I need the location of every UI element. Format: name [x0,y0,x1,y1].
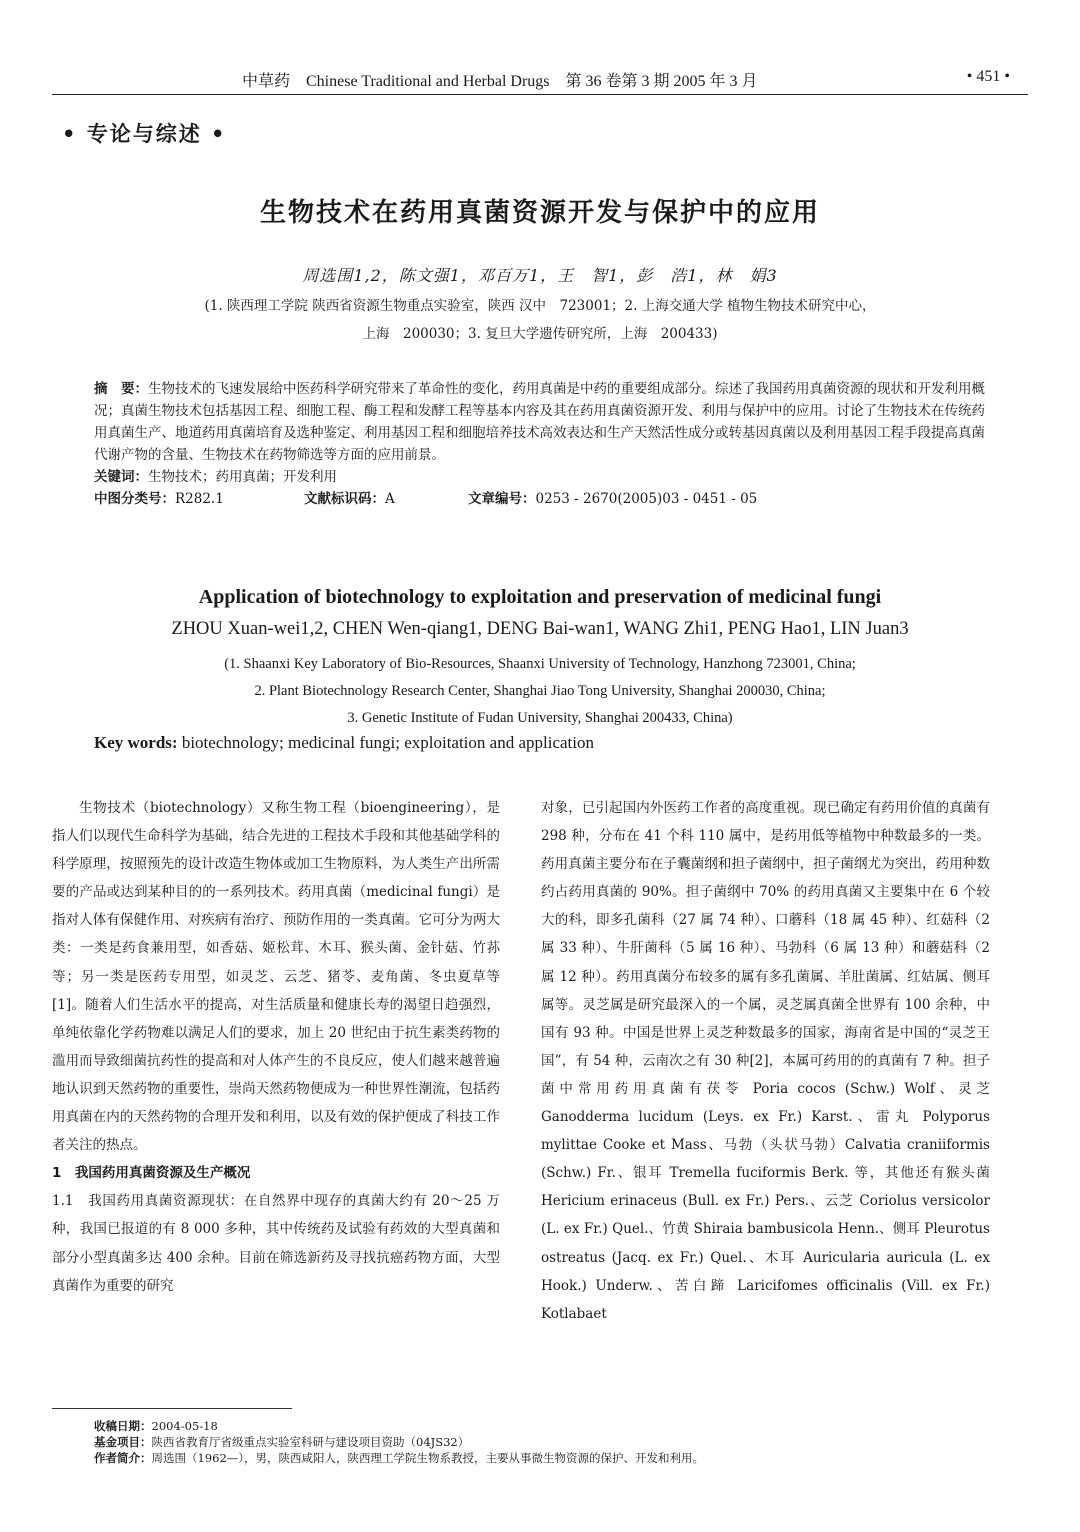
classification-row [94,488,990,510]
keywords-en-label: Key words: [94,733,178,752]
abstract [94,378,990,466]
affiliation-en-line: (1. Shaanxi Key Laboratory of Bio-Resources, Shaanxi University of Technology, Hanzhong 723001, China; [224,656,856,672]
body-column-left [52,794,500,1300]
footnote-received: 收稿日期：2004-05-18 [94,1419,218,1433]
affiliations-english [60,651,1020,732]
affiliation-en-line: 2. Plant Biotechnology Research Center, Shanghai Jiao Tong University, Shanghai 200030, China; [254,683,826,699]
keywords-text: 生物技术；药用真菌；开发利用 [148,469,337,485]
keywords-cn [94,466,990,488]
page-number: • 451 • [966,68,1010,85]
authors-chinese: 周选围1,2，陈文强1，邓百万1，王 智1，彭 浩1，林 娟3 [302,266,778,285]
affiliation-cn-line: (1. 陕西理工学院 陕西省资源生物重点实验室，陕西 汉中 723001；2. 上海交通大学 植物生物技术研究中心， [204,298,876,314]
body-paragraph: 1.1 我国药用真菌资源现状：在自然界中现存的真菌大约有 20～25 万种，我国已报道的有 8 000 多种，其中传统药及试验有药效的大型真菌和部分小型真菌多达 400 余种。目前在筛选新药及寻找抗癌药物方面，大型真菌作为重要的研究 [52,1193,500,1294]
title-chinese: 生物技术在药用真菌资源开发与保护中的应用 [259,198,820,228]
body-paragraph: 生物技术（biotechnology）又称生物工程（bioengineering），是指人们以现代生命科学为基础，结合先进的工程技术手段和其他基础学科的科学原理，按照预先的设计改造生物体或加工生物原料，为人类生产出所需要的产品或达到某种目的的一系列技术。药用真菌（medicinal fungi）是指对人体有保健作用、对疾病有治疗、预防作用的一类真菌。它可分为两大类：一类是药食兼用型，如香菇、姬松茸、木耳、猴头菌、金针菇、竹荪等；另一类是医药专用型，如灵芝、云芝、猪苓、麦角菌、冬虫夏草等[1]。随着人们生活水平的提高，对生活质量和健康长寿的渴望日趋强烈，单纯依靠化学药物难以满足人们的要求，加上 20 世纪由于抗生素类药物的滥用而导致细菌抗药性的提高和对人体产生的不良反应，使人们越来越普遍地认识到天然药物的重要性，崇尚天然药物便成为一种世界性潮流，包括药用真菌在内的天然药物的合理开发和利用，以及有效的保护便成了科技工作者关注的热点。 [52,800,500,1154]
running-header [52,66,1028,95]
article-number: 文章编号：0253 - 2670(2005)03 - 0451 - 05 [468,491,758,507]
authors-english: ZHOU Xuan-wei1,2, CHEN Wen-qiang1, DENG Bai-wan1, WANG Zhi1, PENG Hao1, LIN Juan3 [171,619,909,639]
affiliation-cn-line: 上海 200030；3. 复旦大学遗传研究所，上海 200433) [362,326,718,342]
footnote-author: 作者简介：周选围（1962—），男，陕西咸阳人，陕西理工学院生物系教授，主要从事微生物资源的保护、开发和利用。 [94,1451,705,1465]
body-paragraph: 对象，已引起国内外医药工作者的高度重视。现已确定有药用价值的真菌有 298 种，分布在 41 个科 110 属中，是药用低等植物中种数最多的一类。药用真菌主要分布在子囊菌纲和担子菌纲中，担子菌纲尤为突出，药用种数约占药用真菌的 90%。担子菌纲中 70% 的药用真菌又主要集中在 6 个较大的科，即多孔菌科（27 属 74 种）、口蘑科（18 属 45 种）、红菇科（2 属 33 种）、牛肝菌科（5 属 16 种）、马勃科（6 属 13 种）和蘑菇科（2 属 12 种）。药用真菌分布较多的属有多孔菌属、羊肚菌属、红姑属、侧耳属等。灵芝属是研究最深入的一个属，灵芝属真菌全世界有 100 余种，中国有 93 种。中国是世界上灵芝种数最多的国家，海南省是中国的“灵芝王国”，有 54 种，云南次之有 30 种[2]，本属可药用的的真菌有 7 种。担子菌中常用药用真菌有茯苓 Poria cocos (Schw.) Wolf、灵芝 Ganodderma lucidum (Leys. ex Fr.) Karst.、雷丸 Polyporus mylittae Cooke et Mass、马勃（头状马勃）Calvatia craniiformis (Schw.) Fr.、银耳 Tremella fuciformis Berk. 等，其他还有猴头菌 Hericium erinaceus (Bull. ex Fr.) Pers.、云芝 Coriolus versicolor (L. ex Fr.) Quel.、竹黄 Shiraia bambusicola Henn.、侧耳 Pleurotus ostreatus (Jacq. ex Fr.) Quel.、木耳 Auricularia auricula (L. ex Hook.) Underw.、苦白蹄 Laricifomes officinalis (Vill. ex Fr.) Kotlabaet [541,800,990,1322]
section-tag: • 专论与综述 • [62,122,227,146]
journal-citation: 中草药 Chinese Traditional and Herbal Drugs 第 36 卷第 3 期 2005 年 3 月 [242,73,758,90]
abstract-block [94,378,990,510]
footnotes [94,1418,1020,1466]
keywords-en-text: biotechnology; medicinal fungi; exploitation and application [181,733,594,752]
keywords-label: 关键词： [94,469,148,485]
section-heading: 1 我国药用真菌资源及生产概况 [52,1165,251,1182]
affiliation-en-line: 3. Genetic Institute of Fudan University, Shanghai 200433, China) [347,710,733,726]
footnote-fund: 基金项目：陕西省教育厅省级重点实验室科研与建设项目资助（04JS32） [94,1435,470,1449]
title-english: Application of biotechnology to exploitation and preservation of medicinal fungi [198,586,882,608]
document-code: 文献标识码：A [304,491,395,507]
footnote-divider [52,1408,292,1409]
clc-number: 中图分类号：R282.1 [94,491,224,507]
abstract-text: 生物技术的飞速发展给中医药科学研究带来了革命性的变化，药用真菌是中药的重要组成部分。综述了我国药用真菌资源的现状和开发利用概况；真菌生物技术包括基因工程、细胞工程、酶工程和发酵工程等基本内容及其在药用真菌资源开发、利用与保护中的应用。讨论了生物技术在传统药用真菌生产、地道药用真菌培育及选种鉴定、利用基因工程和细胞培养技术高效表达和生产天然活性成分或转基因真菌以及利用基因工程手段提高真菌代谢产物的含量、生物技术在药物筛选等方面的应用前景。 [94,381,985,463]
affiliations-chinese [60,292,1020,348]
abstract-label: 摘 要： [94,381,148,397]
body-column-right [541,794,990,1328]
keywords-english [94,733,594,753]
